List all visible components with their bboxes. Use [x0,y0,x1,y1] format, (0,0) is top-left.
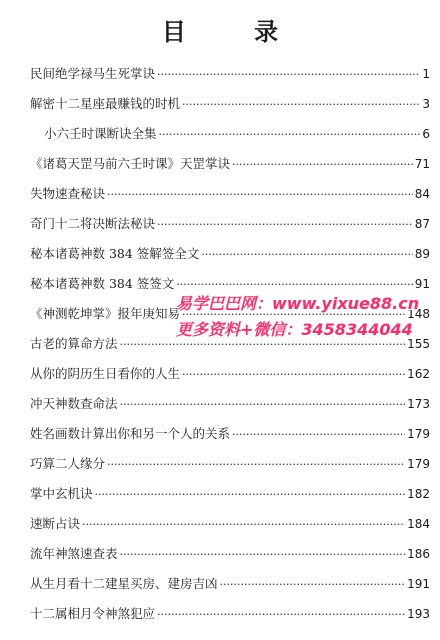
toc-entry-page: 84 [414,187,430,201]
watermark-line-1: 易学巴巴网：www.yixue88.cn [176,294,420,313]
toc-entry-title: 秘本诸葛神数 384 签解签全文 [30,246,200,261]
leader-dots [107,188,413,201]
toc-entry-page: 87 [414,217,430,231]
watermark [176,291,440,343]
toc-entry [30,574,430,596]
toc-entry-title: 冲天神数查命法 [30,396,118,411]
toc-entry-title: 解密十二星座最赚钱的时机 [30,96,181,111]
toc-entry-page: 71 [414,157,430,171]
toc-entry-page: 179 [407,427,430,441]
toc-entry-page: 155 [407,337,430,351]
watermark-line-2: 更多资料+微信：3458344044 [176,320,413,339]
toc-entry-page: 1 [422,67,430,81]
toc-entry [30,364,430,386]
toc-entry-page: 89 [414,247,430,261]
toc-entry-title: 掌中玄机诀 [30,486,93,501]
toc-entry-title: 秘本诸葛神数 384 签签文 [30,276,175,291]
leader-dots [157,68,420,81]
toc-entry [44,124,430,146]
leader-dots [176,278,412,291]
toc-entry-title: 《神测乾坤掌》报年庚知易 [30,306,181,321]
toc-entry-title: 奇门十二将决断法秘诀 [30,216,156,231]
toc-entry-title: 从生月看十二建星买房、建房吉凶 [30,576,218,591]
toc-entry [30,604,430,626]
leader-dots [120,398,406,411]
leader-dots [220,578,406,591]
toc-entry [30,94,430,116]
leader-dots [232,428,405,441]
leader-dots [82,518,405,531]
toc-entry-title: 从你的阴历生日看你的人生 [30,366,181,381]
leader-dots [157,608,405,621]
toc-entry [30,184,430,206]
leader-dots [201,248,412,261]
toc-entry [30,484,430,506]
toc-entry-page: 193 [407,607,430,621]
leader-dots [120,548,406,561]
toc-entry [30,424,430,446]
toc-entry-title: 失物速查秘诀 [30,186,106,201]
toc-entry-page: 91 [414,277,430,291]
leader-dots [182,98,420,111]
toc-entry-title: 古老的算命方法 [30,336,118,351]
toc-entry-page: 184 [407,517,430,531]
toc-entry-page: 186 [407,547,430,561]
toc-entry [30,154,430,176]
toc-entry-title: 民间绝学禄马生死掌诀 [30,66,156,81]
toc-entry-title: 姓名画数计算出你和另一个人的关系 [30,426,231,441]
leader-dots [159,128,421,141]
toc-entry-page: 6 [422,127,430,141]
leader-dots [95,488,406,501]
toc-entry-title: 十二属相月令神煞犯应 [30,606,156,621]
toc-entry-title: 《诸葛天罡马前六壬时课》天罡掌诀 [30,156,231,171]
toc-entry [30,544,430,566]
toc-entry-page: 148 [407,307,430,321]
toc-entry [30,454,430,476]
toc-entry [30,214,430,236]
leader-dots [182,368,405,381]
toc-entry [30,514,430,536]
page-title: 目 录 [161,17,309,46]
toc-entry-page: 3 [422,97,430,111]
toc-entry [30,244,430,266]
toc-entry-title: 小六壬时课断诀全集 [44,126,157,141]
leader-dots [107,458,405,471]
toc-entry-title: 速断占诀 [30,516,81,531]
toc-entry-title: 流年神煞速查表 [30,546,118,561]
toc-entry-page: 182 [407,487,430,501]
toc-entry-page: 162 [407,367,430,381]
toc-entry-title: 巧算二人缘分 [30,456,106,471]
leader-dots [157,218,413,231]
leader-dots [232,158,413,171]
toc-entry-page: 179 [407,457,430,471]
toc-entry [30,64,430,86]
toc-entry-page: 191 [407,577,430,591]
toc-entry-page: 173 [407,397,430,411]
toc-entry [30,394,430,416]
